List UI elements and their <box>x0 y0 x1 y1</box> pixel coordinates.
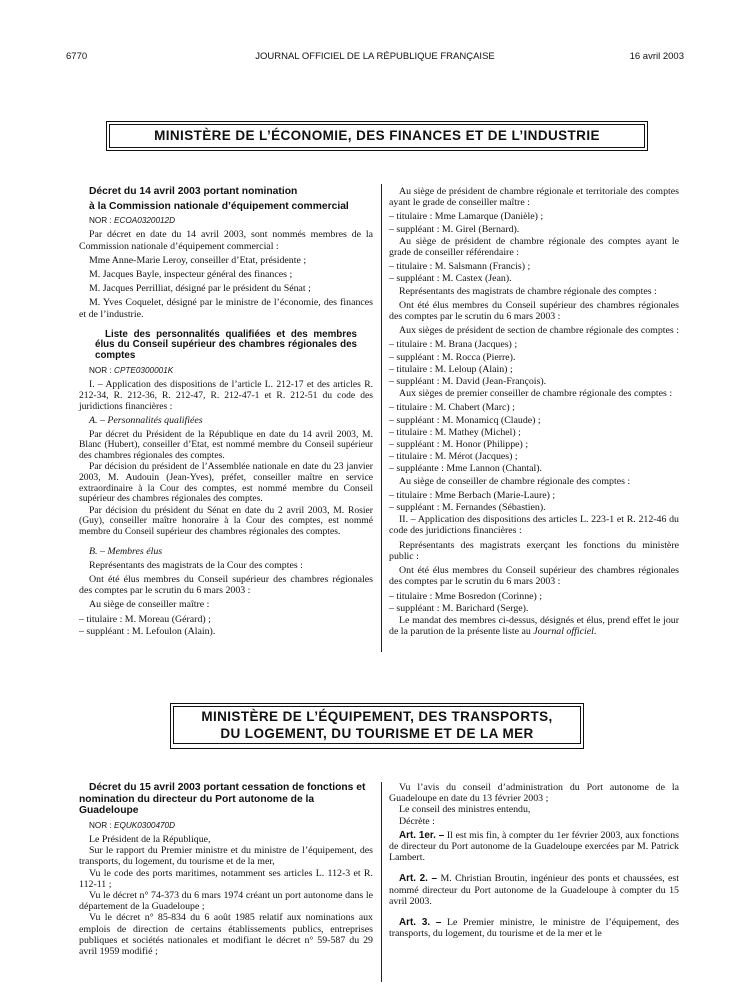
decree1-title-line2: à la Commission nationale d’équipement commercial <box>89 200 349 212</box>
section-a-heading <box>79 415 373 426</box>
decree2-line-3: Vu le code des ports maritimes, notamment ses articles L. 112-3 et R. 112-11 ; <box>79 867 373 890</box>
left-column-lower <box>79 782 373 957</box>
article-1-label: Art. 1er. – <box>399 829 445 841</box>
list1-right-5: – titulaire : M. Salsmann (Francis) ; <box>389 261 531 273</box>
ministry-economy-banner <box>106 121 648 151</box>
article-1 <box>389 830 679 864</box>
page-number: 6770 <box>66 51 88 62</box>
article-3-text: Le Premier ministre, le ministre de l’équipement, des transports, du logement, du tourisme et de la mer et le <box>389 917 679 940</box>
ministry-equipment-banner <box>170 703 584 749</box>
list1-right-2: – titulaire : Mme Lamarque (Danièle) ; <box>389 211 544 223</box>
nor-code: ECOA0320012D <box>114 216 176 226</box>
column-divider-lower <box>381 782 382 982</box>
issue-date: 16 avril 2003 <box>629 51 684 62</box>
list1-right-27: – titulaire : Mme Bosredon (Corinne) ; <box>389 590 543 602</box>
section-b-heading <box>79 546 373 557</box>
section-a-para-3: Par décision du président du Sénat en date du 2 avril 2003, M. Rosier (Guy), conseiller maître honoraire à la Cour des comptes, est nommé membre du Conseil supérieur des chambres régionales des comptes. <box>79 504 373 537</box>
decree2-right-1: Vu l’avis du conseil d’administration du Port autonome de la Guadeloupe en date du 13 février 2003 ; <box>389 782 679 805</box>
decree1-intro: Par décret en date du 14 avril 2003, sont nommés membres de la Commission nationale d’équipement commercial : <box>79 229 373 252</box>
left-column-upper <box>79 186 373 638</box>
right-column-upper <box>389 186 679 640</box>
decree1-member-4: M. Yves Coquelet, désigné par le ministre de l’économie, des finances et de l’industrie. <box>79 297 373 320</box>
list1-right-26: Ont été élus membres du Conseil supérieur des chambres régionales des comptes par le scrutin du 6 mars 2003 : <box>389 565 679 588</box>
column-divider-upper <box>381 184 382 652</box>
list1-right-14: Aux sièges de premier conseiller de chambre régionale des comptes : <box>399 388 673 400</box>
decree2-right-2: Le conseil des ministres entendu, <box>399 804 531 816</box>
article-1-text: Il est mis fin, à compter du 1er février 2003, aux fonctions de directeur du Port autonome de la Guadeloupe exercées par M. Patrick Lambert. <box>389 829 679 864</box>
decree2-line-5: Vu le décret n° 85-834 du 6 août 1985 relatif aux nominations aux emplois de direction de certains établissements publics, entreprises publiques et sociétés nationales et modifiant le décret n° 59-587 du 29 avril 1959 modifié ; <box>79 912 373 958</box>
nor-label: NOR : <box>89 365 115 375</box>
list1-right-4: Au siège de président de chambre régionale des comptes ayant le grade de conseiller référendaire : <box>389 235 679 259</box>
list1-title: Liste des personnalités qualifiées et des membres élus du Conseil supérieur des chambres régionales des comptes <box>95 328 357 361</box>
nor-code: CPTE0300001K <box>114 365 174 375</box>
list1-right-11: – suppléant : M. Rocca (Pierre). <box>389 351 516 363</box>
list1-right-3: – suppléant : M. Girel (Bernard). <box>389 223 520 235</box>
list1-intro: I. – Application des dispositions de l’article L. 212-17 et des articles R. 212-34, R. 212-36, R. 212-47, R. 212-47-1 et R. 212-51 du code des juridictions financières : <box>79 378 373 413</box>
nor-label: NOR : <box>89 216 115 226</box>
mandate-end: . <box>593 626 597 638</box>
list1-right-9: Aux sièges de président de section de chambre régionale des comptes : <box>399 325 679 337</box>
decree2-nor <box>79 820 373 831</box>
decree1-member-3: M. Jacques Perrilliat, désigné par le président du Sénat ; <box>89 283 311 295</box>
list1-right-8: Ont été élus membres du Conseil supérieur des chambres régionales des comptes par le scrutin du 6 mars 2003 : <box>389 299 679 323</box>
section-a-para-2: Par décision du président de l’Assemblée nationale en date du 23 janvier 2003, M. Audouin (Jean-Yves), préfet, conseiller maître en service extraordinaire à la Cour des comptes, est nommé membre du Conseil supérieur des chambres régionales des comptes. <box>79 461 373 505</box>
ministry-equipment-title-line1: MINISTÈRE DE L’ÉQUIPEMENT, DES TRANSPORTS, <box>201 709 553 724</box>
list1-right-29 <box>389 615 679 637</box>
journal-title: JOURNAL OFFICIEL DE LA RÉPUBLIQUE FRANÇAISE <box>255 51 495 62</box>
article-2-text: M. Christian Broutin, ingénieur des ponts et chaussées, est nommé directeur du Port autonome de la Guadeloupe à compter du 15 avril 2003. <box>389 873 679 907</box>
list1-right-6: – suppléant : M. Castex (Jean). <box>389 273 512 285</box>
list1-right-15: – titulaire : M. Chabert (Marc) ; <box>389 402 515 414</box>
list1-right-19: – titulaire : M. Mérot (Jacques) ; <box>389 451 518 463</box>
article-3 <box>389 917 679 939</box>
section-a-heading-text: A. – Personnalités qualifiées <box>89 415 203 427</box>
ministry-economy-title: MINISTÈRE DE L’ÉCONOMIE, DES FINANCES ET DE L’INDUSTRIE <box>154 128 600 143</box>
list1-right-25: Représentants des magistrats exerçant les fonctions du ministère public : <box>389 539 679 562</box>
decree2-line-4: Vu le décret n° 74-373 du 6 mars 1974 créant un port autonome dans le département de la Guadeloupe ; <box>79 890 373 913</box>
section-a-para-1: Par décret du Président de la République en date du 14 avril 2003, M. Blanc (Hubert), conseiller d’Etat, est nommé membre du Conseil supérieur des chambres régionales des comptes. <box>79 428 373 461</box>
decree1-nor <box>79 215 373 226</box>
article-3-label: Art. 3. – <box>399 917 442 929</box>
list1-right-7: Représentants des magistrats de chambre régionale des comptes : <box>399 285 657 297</box>
article-2 <box>389 873 679 907</box>
list1-right-28: – suppléant : M. Barichard (Serge). <box>389 602 529 614</box>
decree2-line-2: Sur le rapport du Premier ministre et du ministre de l’équipement, des transports, du logement, du tourisme et de la mer, <box>79 845 373 868</box>
list1-nor <box>79 365 373 376</box>
list1-right-16: – suppléant : M. Monamicq (Claude) ; <box>389 414 541 426</box>
running-header <box>66 51 684 65</box>
article-2-label: Art. 2. – <box>399 873 438 885</box>
list1-right-22: – titulaire : Mme Berbach (Marie-Laure) ; <box>389 489 556 501</box>
nor-label: NOR : <box>89 820 115 830</box>
section-b-para-3: Au siège de conseiller maître : <box>89 599 210 611</box>
section-b-para-2: Ont été élus membres du Conseil supérieur des chambres régionales des comptes par le scrutin du 6 mars 2003 : <box>79 573 373 597</box>
decrete-heading: Décrète : <box>399 815 435 827</box>
list1-right-23: – suppléant : M. Fernandes (Sébastien). <box>389 502 546 514</box>
list1-right-13: – suppléant : M. David (Jean-François). <box>389 376 547 388</box>
decree2-line-1: Le Président de la République, <box>89 833 211 845</box>
ministry-equipment-title-line2: DU LOGEMENT, DU TOURISME ET DE LA MER <box>220 726 534 741</box>
decree1-member-1: Mme Anne-Marie Leroy, conseiller d’Etat, présidente ; <box>89 254 307 266</box>
list1-right-17: – titulaire : M. Mathey (Michel) ; <box>389 426 521 438</box>
nor-code: EQUK0300470D <box>114 820 176 830</box>
list1-right-24: II. – Application des dispositions des articles L. 223-1 et R. 212-46 du code des juridictions financières : <box>389 514 679 537</box>
section-b-titulaire: – titulaire : M. Moreau (Gérard) ; <box>79 613 211 625</box>
journal-officiel-ref: Journal officiel <box>533 626 594 638</box>
list1-right-12: – titulaire : M. Leloup (Alain) ; <box>389 363 513 375</box>
mandate-text: Le mandat des membres ci-dessus, désignés et élus, prend effet le jour de la parution de la présente liste au <box>389 614 679 638</box>
list1-right-21: Au siège de conseiller de chambre régionale des comptes : <box>399 475 631 487</box>
section-b-heading-text: B. – Membres élus <box>89 545 163 557</box>
section-b-suppleant: – suppléant : M. Lefoulon (Alain). <box>79 625 216 637</box>
decree1-member-2: M. Jacques Bayle, inspecteur général des finances ; <box>89 269 293 280</box>
right-column-lower <box>389 782 679 942</box>
decree2-title: Décret du 15 avril 2003 portant cessation de fonctions et nomination du directeur du Port autonome de la Guadeloupe <box>79 782 366 817</box>
list1-right-10: – titulaire : M. Brana (Jacques) ; <box>389 339 518 351</box>
list1-right-20: – suppléante : Mme Lannon (Chantal). <box>389 463 543 475</box>
decree1-title-line1: Décret du 14 avril 2003 portant nomination <box>89 186 298 197</box>
list1-right-1: Au siège de président de chambre régionale et territoriale des comptes ayant le grade de conseiller maître : <box>389 186 679 209</box>
section-b-para-1: Représentants des magistrats de la Cour des comptes : <box>89 559 303 571</box>
list1-right-18: – suppléant : M. Honor (Philippe) ; <box>389 439 529 451</box>
